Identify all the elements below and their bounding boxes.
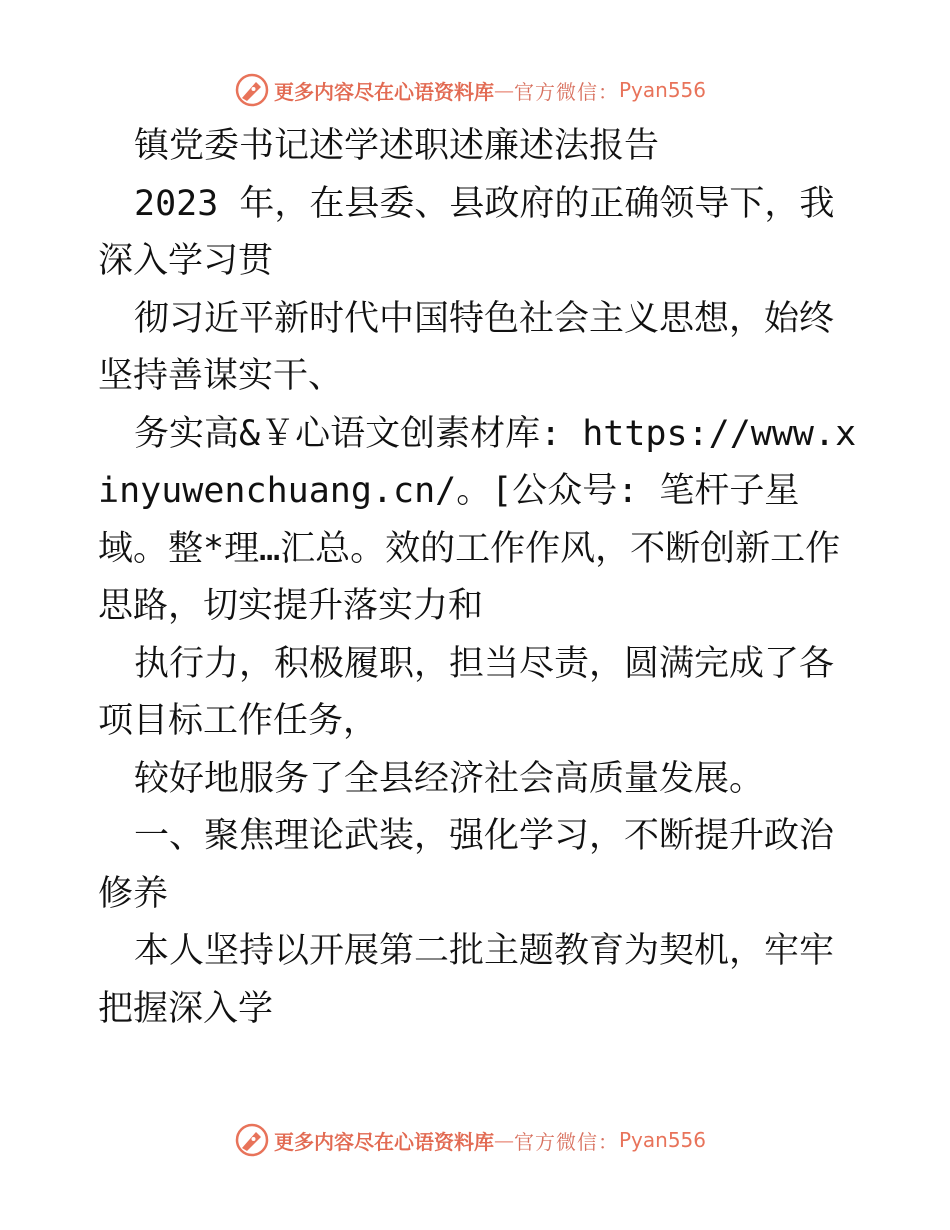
pen-nib-logo-icon	[234, 72, 270, 108]
document-body	[98, 118, 858, 1038]
paragraph-6: 本人坚持以开展第二批主题教育为契机，牢牢把握深入学	[98, 931, 835, 1029]
watermark-sub-text: 官方微信：	[514, 1129, 619, 1154]
paragraph-3: 务实高&￥心语文创素材库: https://www.xinyuwenchuang.cn/。[公众号: 笔杆子星域。整*理…汇总。效的工作作风，不断创新工作思路，切实提升落实力和	[98, 413, 857, 626]
header-watermark	[234, 70, 706, 110]
watermark-separator: —	[494, 1128, 514, 1152]
paragraph-4: 执行力，积极履职，担当尽责，圆满完成了各项目标工作任务，	[98, 643, 835, 741]
paragraph-2: 彻习近平新时代中国特色社会主义思想，始终坚持善谋实干、	[98, 298, 835, 396]
section-heading-1: 一、聚焦理论武装，强化学习，不断提升政治修养	[98, 816, 835, 914]
watermark-sub-text: 官方微信：	[514, 79, 619, 104]
pen-nib-logo-icon	[234, 1122, 270, 1158]
watermark-wechat-id: Pyan556	[619, 1128, 707, 1152]
paragraph-5: 较好地服务了全县经济社会高质量发展。	[134, 758, 765, 799]
watermark-main-text: 更多内容尽在心语资料库	[274, 79, 494, 104]
footer-watermark	[234, 1120, 706, 1160]
paragraph-1: 2023 年，在县委、县政府的正确领导下，我深入学习贯	[98, 183, 835, 281]
watermark-wechat-id: Pyan556	[619, 78, 707, 102]
watermark-main-text: 更多内容尽在心语资料库	[274, 1129, 494, 1154]
document-title: 镇党委书记述学述职述廉述法报告	[134, 126, 660, 166]
watermark-separator: —	[494, 78, 514, 102]
